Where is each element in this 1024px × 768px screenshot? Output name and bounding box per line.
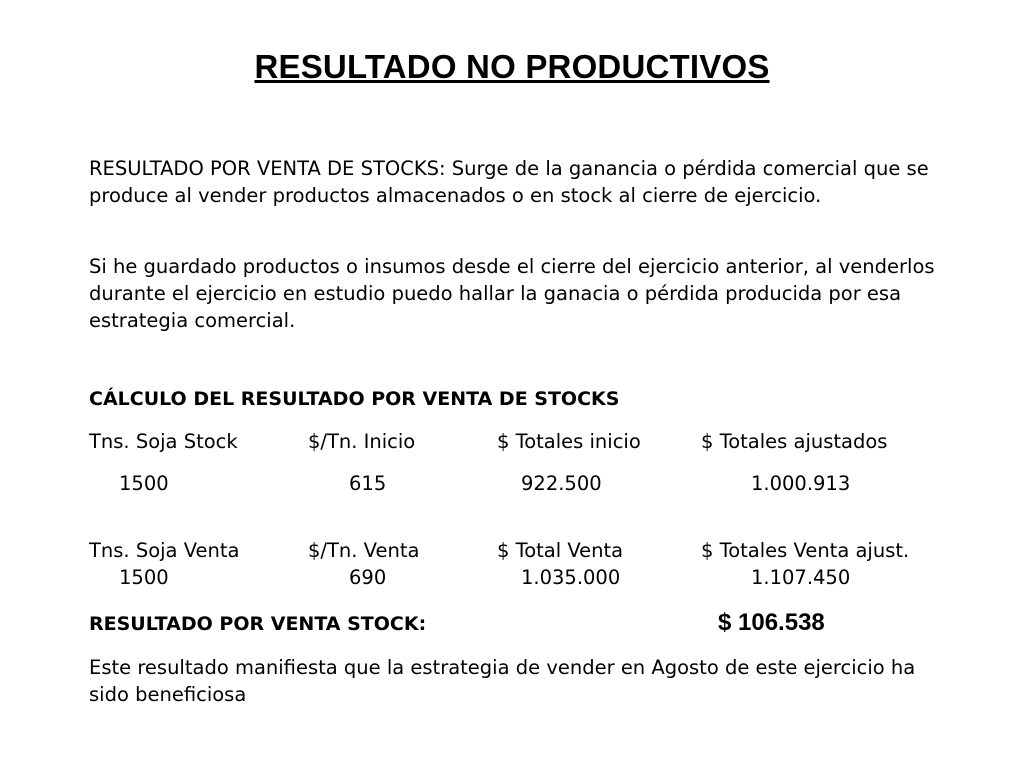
stock-header-price: $/Tn. Inicio bbox=[308, 430, 416, 453]
sale-value-price: 690 bbox=[349, 566, 387, 589]
explanation-paragraph: Si he guardado productos o insumos desde el cierre del ejercicio anterior, al venderlos durante el ejercicio en estudio puedo hallar la ganacia o pérdida producida por esa estrategia comercial. bbox=[89, 255, 935, 332]
definition-paragraph: RESULTADO POR VENTA DE STOCKS: Surge de la ganancia o pérdida comercial que se produce al vender productos almacenados o en stock al cierre de ejercicio. bbox=[89, 157, 929, 207]
conclusion-paragraph: Este resultado manifiesta que la estrategia de vender en Agosto de este ejercicio ha sido beneficiosa bbox=[89, 656, 916, 706]
slide-title: RESULTADO NO PRODUCTIVOS bbox=[254, 48, 770, 85]
stock-value-adjusted: 1.000.913 bbox=[751, 472, 851, 495]
stock-value-price: 615 bbox=[349, 472, 387, 495]
stock-header-row bbox=[0, 430, 1024, 460]
sale-value-total: 1.035.000 bbox=[521, 566, 621, 589]
sale-value-adjusted: 1.107.450 bbox=[751, 566, 851, 589]
stock-value-tons: 1500 bbox=[119, 472, 169, 495]
stock-header-tons: Tns. Soja Stock bbox=[89, 430, 238, 453]
sale-value-tons: 1500 bbox=[119, 566, 169, 589]
result-label: RESULTADO POR VENTA STOCK: bbox=[89, 613, 427, 635]
stock-value-total: 922.500 bbox=[521, 472, 602, 495]
sale-header-tons: Tns. Soja Venta bbox=[89, 539, 240, 562]
sale-header-price: $/Tn. Venta bbox=[308, 539, 420, 562]
stock-header-total: $ Totales inicio bbox=[497, 430, 641, 453]
sale-header-adjusted: $ Totales Venta ajust. bbox=[701, 539, 910, 562]
stock-values-row bbox=[0, 472, 1024, 502]
sale-header-total: $ Total Venta bbox=[497, 539, 624, 562]
result-value: $ 106.538 bbox=[718, 609, 825, 636]
calculation-heading: CÁLCULO DEL RESULTADO POR VENTA DE STOCKS bbox=[89, 388, 620, 410]
sale-header-row bbox=[0, 539, 1024, 569]
stock-header-adjusted: $ Totales ajustados bbox=[701, 430, 888, 453]
sale-values-row bbox=[0, 566, 1024, 596]
